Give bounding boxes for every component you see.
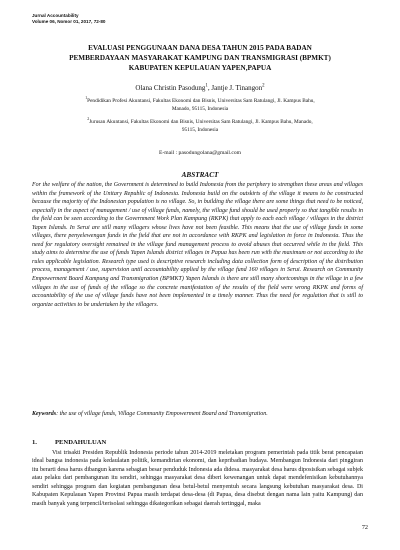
abstract-heading: ABSTRACT [181, 171, 219, 179]
affiliation-line: Jurusan Akuntansi, Fakultas Ekonomi dan Bisnis, Universitas Sam Ratulangi, Jl. Kampus Bahu, Manado, [89, 119, 313, 125]
section-paragraph: Visi trisakti Presiden Republik Indonesia periode tahun 2014-2019 meletakan program pemerintah pada titik berat pencapaian ideal bangsa indonesia pada kedaulatan politik, kemandirian ekonomi, dan kepribadian budaya. Membangun Indonesia dari pinggiran itu berarti desa harus dibangun karena sebagian besar penduduk Indonesia ada didesa. masyarakat desa harus diposisikan sebagai subjek atau pelaku dari pembangunan itu sendiri, sehingga masyarakat desa diberi kewenangan untuk dapat mendefenisikan kebutuhannya sendiri sehingga program dan kegiatan pembangunan desa betul-betul menyentuh secara langsung kebutuhan masyarakat desa. Di Kabupaten Kepulauan Yapen Provinsi Papua masih terdapat desa-desa (di Papua, desa disebut dengan nama lain yaitu Kampung) dan masih banyak yang terpencil/terisolasi sehingga dikategorikan sebagai daerah tertinggal, maka [32, 450, 363, 507]
page-number: 72 [361, 524, 368, 531]
affiliation-1 [60, 98, 340, 114]
paper-title [40, 43, 360, 73]
author-list [40, 84, 360, 93]
section-number: 1. [32, 439, 37, 446]
journal-volume: Volume 06, Nomor 01, 2017, 72-80 [32, 19, 106, 24]
affiliation-line: Pendidikan Profesi Akuntansi, Fakultas Ekonomi dan Bisnis, Universitas Sam Ratulangi, Jl. Kampus Bahu, [87, 98, 315, 104]
section-heading [32, 438, 106, 447]
affiliation-marker: 2 [87, 117, 90, 122]
affiliation-line: 95115, Indonesia [181, 126, 219, 133]
journal-name: Jurnal Accountability [32, 13, 79, 18]
keywords-text: : the use of village funds, Village Community Empowerment Board and Transmigration. [56, 411, 268, 417]
author-name: Olana Christin Pasodung [135, 84, 206, 92]
abstract-text: For the welfare of the nation, the Government is determined to build Indonesia from the periphery to strengthen these areas and villages within the framework of the Unitary Republic of Indonesia. Indonesia build on the outskirts of the village it means to be constructed because the majority of the Indonesian population is no village. So, in building the village there are some things that need to be noticed, especially in the aspect of management / use of village funds, namely, the village fund should be used properly so that tangible results in the field can be seen according to the Government Work Plan Kampung (RKPK) that apply to each each village / villages in the district Yapen Islands. In Serui are still many villagers whose lives have not been feasible. This means that the use of village funds in some villages, there penyelewengan funds in the field that are not in accordance with RKPK and legislation in force in Indonesia. Thus the need for regulatory oversight remained in the village fund management process to avoid abuses that occurred while in the field. This study aims to determine the use of funds Yapen Islands district villages in Papua has been run with the maximum or not according to the rules applicable legislation. Research type used is descriptive research including data collection form of description of the distribution process, management / use, supervision until accountability applied by the village fund 160 villages in Serui. Research on Community Empowerment Board Kampung and Transmigration (BPMKT) Yapen Islands is there are still many shortcomings in the village in a few villages in the use of funds of the village so the concrete manifestation of the results of the field were wrong RKPK and forms of accountability of the use of village funds have not been implemented in a timely manner. Thus the need for regulation that is still to organize activities to be undertaken by the villagers. [32, 182, 363, 308]
paper-title-line-3: KABUPATEN KEPULAUAN YAPEN,PAPUA [128, 64, 272, 72]
affiliation-marker: 1 [85, 96, 88, 101]
keywords [32, 410, 363, 419]
affiliation-2 [60, 119, 340, 135]
section-title: PENDAHULUAN [55, 439, 107, 446]
author-affiliation-marker: 2 [262, 83, 265, 89]
affiliation-line: Manado, 95115, Indonesia [171, 105, 229, 112]
author-separator: , [207, 84, 212, 92]
paper-title-line-2: PEMBERDAYAAN MASYARAKAT KAMPUNG DAN TRANSMIGRASI (BPMKT) [69, 54, 331, 62]
keywords-label: Keywords [32, 411, 57, 417]
paper-title-line-1: EVALUASI PENGGUNAAN DANA DESA TAHUN 2015 PADA BADAN [88, 44, 312, 52]
journal-header [32, 13, 105, 25]
author-email: E-mail : pasodungolana@gmail.com [158, 150, 242, 156]
author-name: Jantje J. Tinangon [211, 84, 263, 92]
author-affiliation-marker: 1 [205, 83, 208, 89]
